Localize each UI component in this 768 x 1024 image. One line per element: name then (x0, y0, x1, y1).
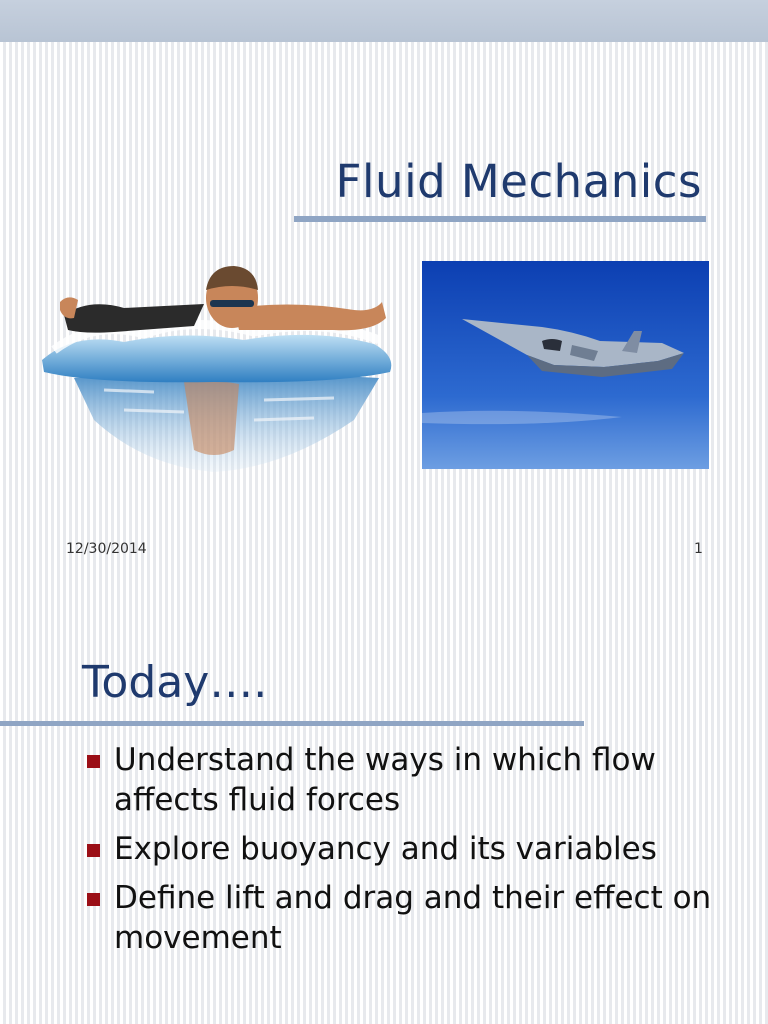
slide-title: Fluid Mechanics (335, 155, 702, 208)
title-underline (0, 721, 584, 726)
title-underline (294, 216, 706, 222)
square-bullet-icon (87, 893, 100, 906)
swimmer-image (34, 260, 400, 478)
footer-date: 12/30/2014 (66, 541, 147, 557)
list-item (84, 740, 744, 820)
bullet-text: Explore buoyancy and its variables (114, 831, 657, 867)
slide-2 (0, 580, 768, 1024)
bullet-text: Define lift and drag and their effect on movement (114, 880, 712, 956)
list-item (84, 829, 744, 869)
fighter-jet-image (422, 261, 709, 469)
square-bullet-icon (87, 844, 100, 857)
page-number: 1 (694, 541, 703, 557)
list-item (84, 878, 744, 958)
square-bullet-icon (87, 755, 100, 768)
bullet-text: Understand the ways in which flow affects fluid forces (114, 742, 656, 818)
top-band (0, 0, 768, 42)
slide-title: Today…. (82, 657, 268, 708)
bullet-list (84, 740, 744, 967)
